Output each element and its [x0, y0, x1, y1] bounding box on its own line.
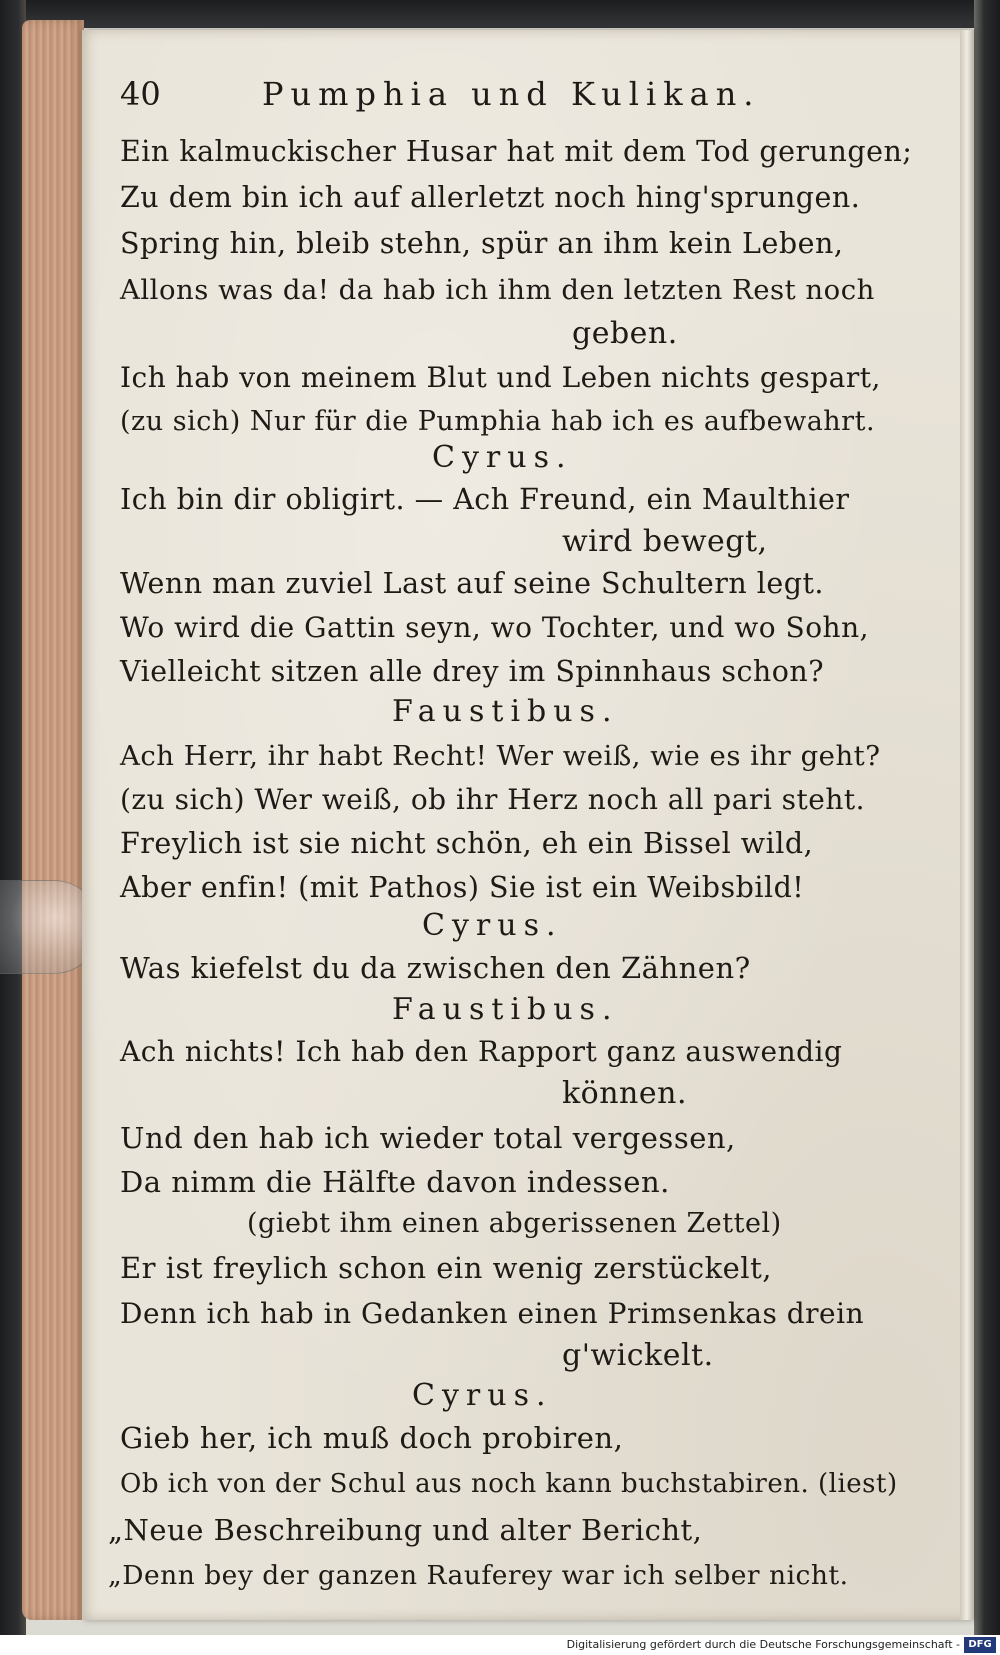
speaker-name: Cyrus.: [412, 1378, 553, 1413]
text-line: Denn ich hab in Gedanken einen Primsenkas drein: [120, 1297, 865, 1330]
text-line: Ob ich von der Schul aus noch kann buchstabiren. (liest): [120, 1469, 898, 1499]
speaker-name: Faustibus.: [392, 992, 619, 1027]
text-line: „Neue Beschreibung und alter Bericht,: [108, 1513, 703, 1547]
text-line: (zu sich) Nur für die Pumphia hab ich es aufbewahrt.: [120, 406, 876, 437]
text-line: „Denn bey der ganzen Rauferey war ich selber nicht.: [108, 1560, 849, 1591]
text-line: Ein kalmuckischer Husar hat mit dem Tod gerungen;: [120, 135, 913, 168]
page-fold: [960, 30, 974, 1620]
text-line: Was kiefelst du da zwischen den Zähnen?: [120, 951, 751, 985]
running-title: Pumphia und Kulikan.: [262, 75, 761, 113]
text-line: Allons was da! da hab ich ihm den letzten Rest noch: [120, 274, 875, 306]
text-line: Wo wird die Gattin seyn, wo Tochter, und wo Sohn,: [120, 611, 870, 644]
stage-direction: (giebt ihm einen abgerissenen Zettel): [247, 1208, 782, 1239]
page-edges: [22, 20, 84, 1620]
footer-credit: Digitalisierung gefördert durch die Deutsche Forschungsgemeinschaft -: [566, 1638, 960, 1651]
page-number: 40: [120, 75, 161, 113]
text-line: Ich hab von meinem Blut und Leben nichts gespart,: [120, 361, 881, 394]
text-line: Da nimm die Hälfte davon indessen.: [120, 1165, 670, 1199]
text-line: Gieb her, ich muß doch probiren,: [120, 1421, 624, 1455]
text-line: Vielleicht sitzen alle drey im Spinnhaus schon?: [120, 655, 825, 688]
text-line: geben.: [572, 316, 678, 351]
text-line: Ach nichts! Ich hab den Rapport ganz auswendig: [120, 1035, 843, 1068]
speaker-name: Faustibus.: [392, 694, 619, 729]
text-line: Und den hab ich wieder total vergessen,: [120, 1121, 736, 1155]
book-page: [82, 30, 972, 1620]
footer-bar: [0, 1635, 1000, 1655]
speaker-name: Cyrus.: [422, 908, 563, 943]
text-line: (zu sich) Wer weiß, ob ihr Herz noch all pari steht.: [120, 783, 866, 816]
text-line: Wenn man zuviel Last auf seine Schultern legt.: [120, 567, 824, 600]
text-line: g'wickelt.: [562, 1338, 714, 1373]
text-line: Spring hin, bleib stehn, spür an ihm kein Leben,: [120, 227, 844, 260]
book-cover-right: [974, 0, 1000, 1640]
text-line: Ich bin dir obligirt. — Ach Freund, ein Maulthier: [120, 483, 850, 516]
text-line: wird bewegt,: [562, 524, 768, 559]
text-line: Ach Herr, ihr habt Recht! Wer weiß, wie es ihr geht?: [120, 740, 881, 772]
text-line: können.: [562, 1076, 687, 1111]
text-line: Freylich ist sie nicht schön, eh ein Bissel wild,: [120, 827, 814, 860]
scanner-shadow-top: [0, 0, 1000, 28]
speaker-name: Cyrus.: [432, 440, 573, 475]
text-line: Zu dem bin ich auf allerletzt noch hing'sprungen.: [120, 181, 861, 214]
dfg-logo: DFG: [964, 1637, 996, 1653]
text-line: Aber enfin! (mit Pathos) Sie ist ein Weibsbild!: [120, 871, 805, 904]
text-line: Er ist freylich schon ein wenig zerstückelt,: [120, 1251, 772, 1285]
